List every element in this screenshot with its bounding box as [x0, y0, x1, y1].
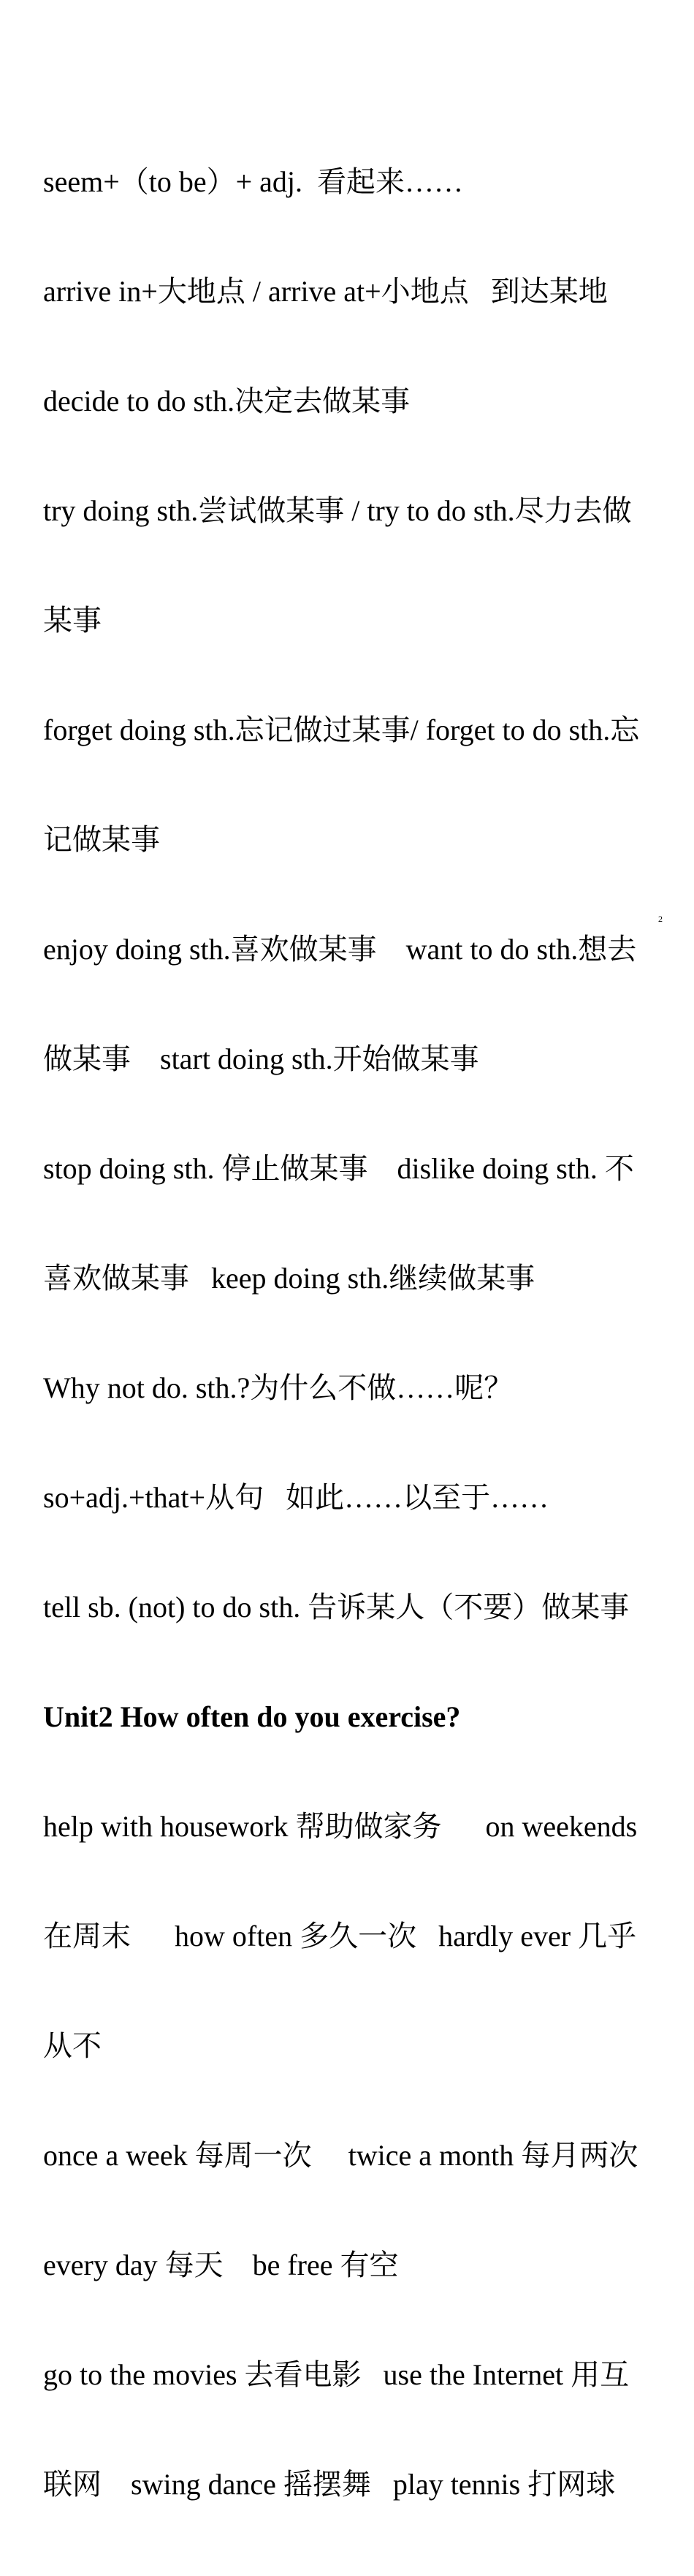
text-line: enjoy doing sth.喜欢做某事 want to do sth.想去: [43, 933, 637, 966]
text-line: try doing sth.尝试做某事 / try to do sth.尽力去做: [43, 494, 632, 527]
text-line: forget doing sth.忘记做过某事/ forget to do sth.忘: [43, 713, 640, 746]
text-line: seem+（to be）+ adj. 看起来……: [43, 165, 464, 198]
text-line: 喜欢做某事 keep doing sth.继续做某事: [43, 1262, 535, 1295]
text-line: 记做某事: [43, 823, 160, 856]
text-line: 联网 swing dance 摇摆舞 play tennis 打网球: [43, 2468, 616, 2501]
text-line: so+adj.+that+从句 如此……以至于……: [43, 1481, 549, 1514]
section-heading: Unit2 How often do you exercise?: [43, 1700, 461, 1733]
text-line: Why not do. sth.?为什么不做……呢？: [43, 1371, 514, 1404]
text-line: stop doing sth. 停止做某事 dislike doing sth. 不: [43, 1152, 634, 1185]
text-line: tell sb. (not) to do sth. 告诉某人（不要）做某事: [43, 1591, 630, 1624]
document-body: [43, 91, 664, 2576]
text-line: go to the movies 去看电影 use the Internet 用互: [43, 2358, 630, 2391]
text-line: 在周末 how often 多久一次 hardly ever 几乎: [43, 1920, 637, 1952]
text-line: arrive in+大地点 / arrive at+小地点 到达某地: [43, 275, 608, 308]
text-line: 从不: [43, 2029, 102, 2062]
text-line: help with housework 帮助做家务 on weekends: [43, 1810, 638, 1843]
text-line: 做某事 start doing sth.开始做某事: [43, 1042, 479, 1075]
text-line: every day 每天 be free 有空: [43, 2249, 399, 2281]
text-line: once a week 每周一次 twice a month 每月两次: [43, 2139, 638, 2172]
page-number: 2: [658, 914, 663, 924]
text-line: decide to do sth.决定去做某事: [43, 384, 411, 417]
text-line: 某事: [43, 604, 102, 637]
